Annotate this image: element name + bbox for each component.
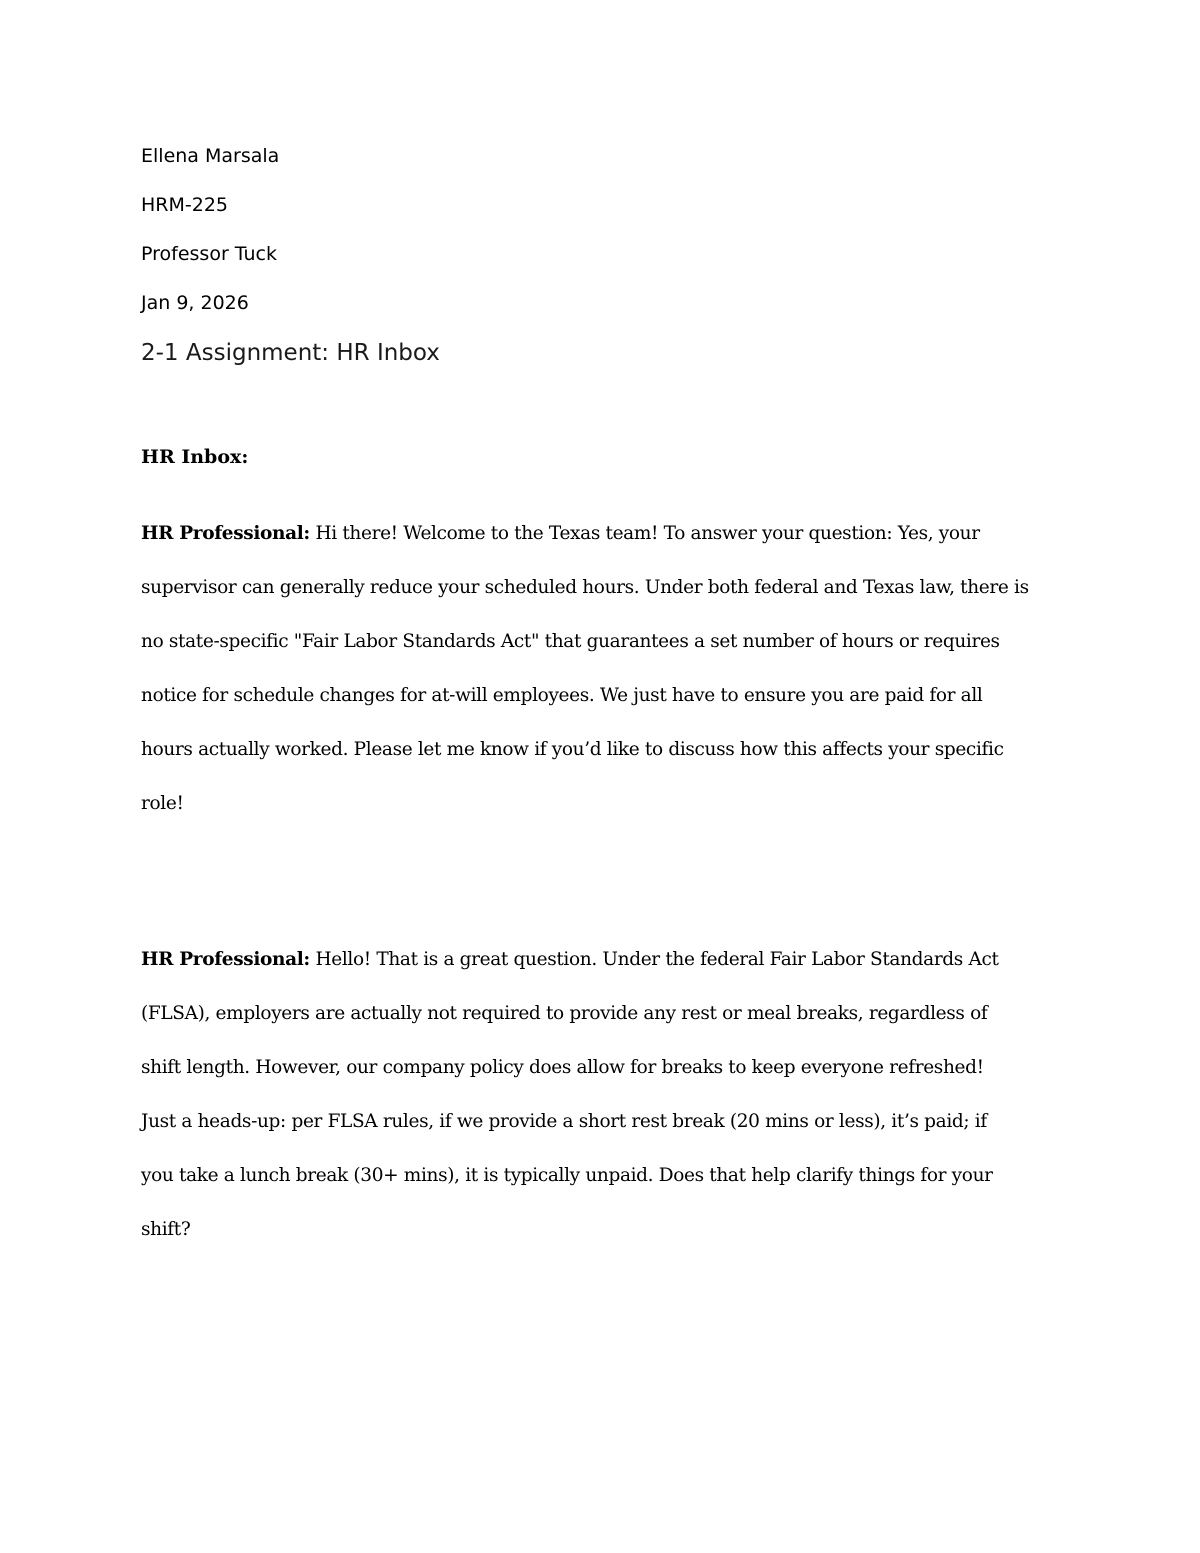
paragraph-line: you take a lunch break (30+ mins), it is typically unpaid. Does that help clarify things for your (141, 1165, 993, 1186)
submission-date: Jan 9, 2026 (141, 292, 249, 314)
paragraph-line (141, 521, 1076, 575)
paragraph-line: role! (141, 793, 184, 814)
response-paragraph-1 (141, 521, 1076, 845)
paragraph-line (141, 947, 1076, 1001)
line-text: Hello! That is a great question. Under the federal Fair Labor Standards Act (309, 949, 999, 970)
line-text: Hi there! Welcome to the Texas team! To answer your question: Yes, your (309, 523, 980, 544)
paragraph-line: shift? (141, 1219, 191, 1240)
paragraph-line: supervisor can generally reduce your scheduled hours. Under both federal and Texas law, there is (141, 577, 1029, 598)
paragraph-line: Just a heads-up: per FLSA rules, if we provide a short rest break (20 mins or less), it’s paid; if (141, 1111, 987, 1132)
paragraph-line: no state-specific "Fair Labor Standards Act" that guarantees a set number of hours or requires (141, 631, 1000, 652)
paragraph-line: shift length. However, our company policy does allow for breaks to keep everyone refreshed! (141, 1057, 984, 1078)
section-heading: HR Inbox: (141, 446, 249, 468)
response-paragraph-2 (141, 947, 1076, 1271)
speaker-label: HR Professional: (141, 523, 310, 544)
paragraph-line: notice for schedule changes for at-will employees. We just have to ensure you are paid for all (141, 685, 983, 706)
paragraph-line: hours actually worked. Please let me know if you’d like to discuss how this affects your specific (141, 739, 1004, 760)
speaker-label: HR Professional: (141, 949, 310, 970)
paragraph-line: (FLSA), employers are actually not required to provide any rest or meal breaks, regardless of (141, 1003, 988, 1024)
course-code: HRM-225 (141, 194, 229, 216)
student-name: Ellena Marsala (141, 145, 280, 167)
professor-name: Professor Tuck (141, 243, 278, 265)
assignment-title: 2-1 Assignment: HR Inbox (141, 340, 440, 366)
